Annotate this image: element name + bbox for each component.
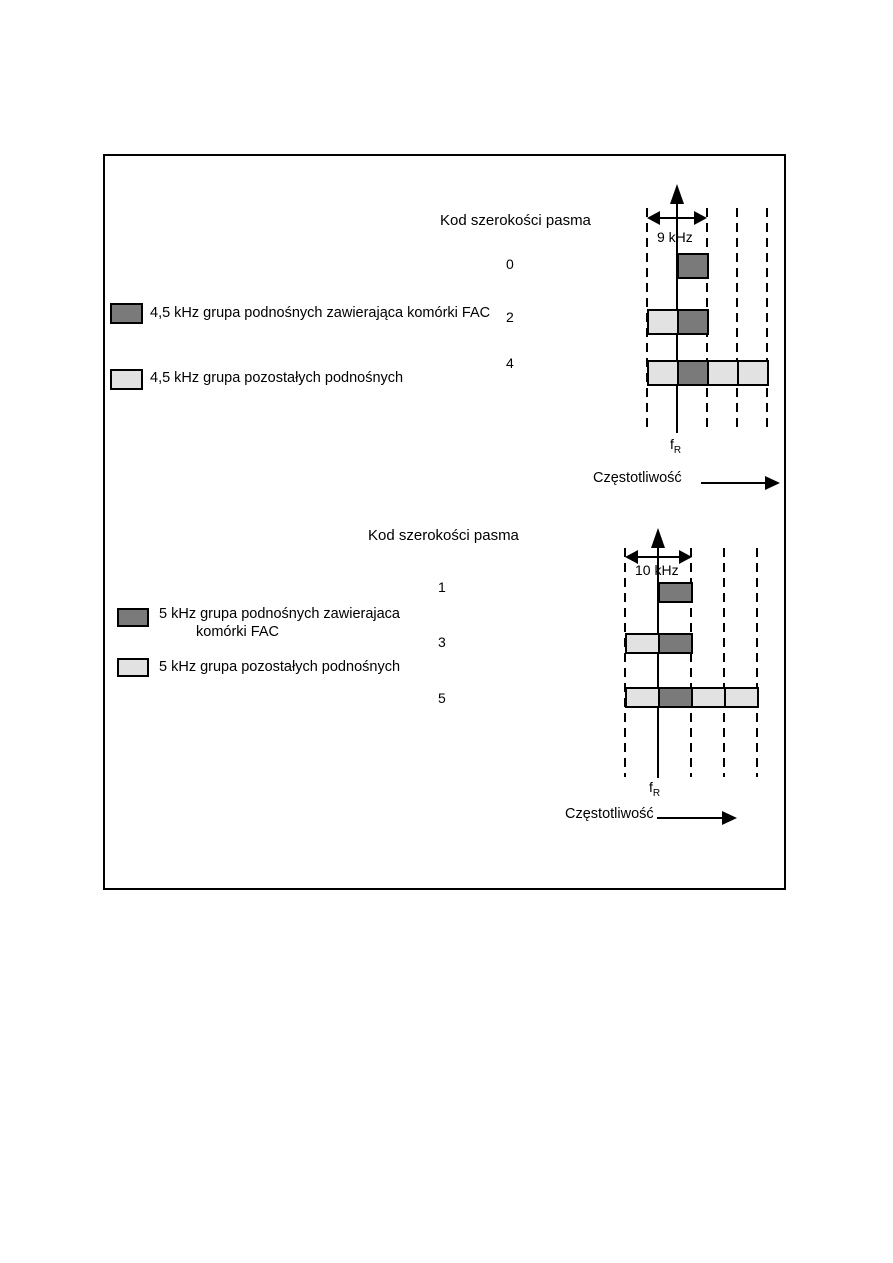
subcarrier-group-other xyxy=(691,687,726,708)
subcarrier-group-fac xyxy=(658,633,693,654)
top-reference-frequency-label: $f_R$ xyxy=(670,436,682,456)
bottom-bandwidth-label: 10 kHz xyxy=(635,562,679,578)
subcarrier-group-other xyxy=(737,360,769,386)
subcarrier-group-fac xyxy=(677,360,709,386)
bottom-legend-fac-label-line1: 5 kHz grupa podnośnych zawierajaca xyxy=(159,606,400,622)
subcarrier-group-other xyxy=(625,687,660,708)
subcarrier-group-other xyxy=(647,309,679,335)
top-frequency-axis-label: Częstotliwość xyxy=(593,470,682,486)
bottom-legend-other-label: 5 kHz grupa pozostałych podnośnych xyxy=(159,659,401,675)
subcarrier-group-other xyxy=(647,360,679,386)
bottom-bandwidth-code-value: 5 xyxy=(438,690,446,706)
top-bandwidth-code-value: 2 xyxy=(506,309,514,325)
subcarrier-group-other xyxy=(724,687,759,708)
subcarrier-group-fac xyxy=(658,582,693,603)
subcarrier-group-fac xyxy=(658,687,693,708)
subcarrier-group-other xyxy=(707,360,739,386)
bottom-frequency-axis-label: Częstotliwość xyxy=(565,806,654,822)
subcarrier-group-fac xyxy=(677,309,709,335)
subcarrier-group-other xyxy=(625,633,660,654)
bottom-bandwidth-code-value: 3 xyxy=(438,634,446,650)
top-bandwidth-code-value: 4 xyxy=(506,355,514,371)
bottom-code-column-title: Kod szerokości pasma xyxy=(368,527,519,544)
bottom-reference-frequency-label: $f_R$ xyxy=(649,779,661,799)
bottom-legend-fac-label-line2: komórki FAC xyxy=(196,624,279,640)
top-bandwidth-label: 9 kHz xyxy=(657,229,693,245)
top-code-column-title: Kod szerokości pasma xyxy=(440,212,591,229)
bottom-bandwidth-code-value: 1 xyxy=(438,579,446,595)
subcarrier-group-fac xyxy=(677,253,709,279)
top-legend-fac-label: 4,5 kHz grupa podnośnych zawierająca komórki FAC xyxy=(150,305,491,321)
top-bandwidth-code-value: 0 xyxy=(506,256,514,272)
top-legend-other-label: 4,5 kHz grupa pozostałych podnośnych xyxy=(150,370,404,386)
